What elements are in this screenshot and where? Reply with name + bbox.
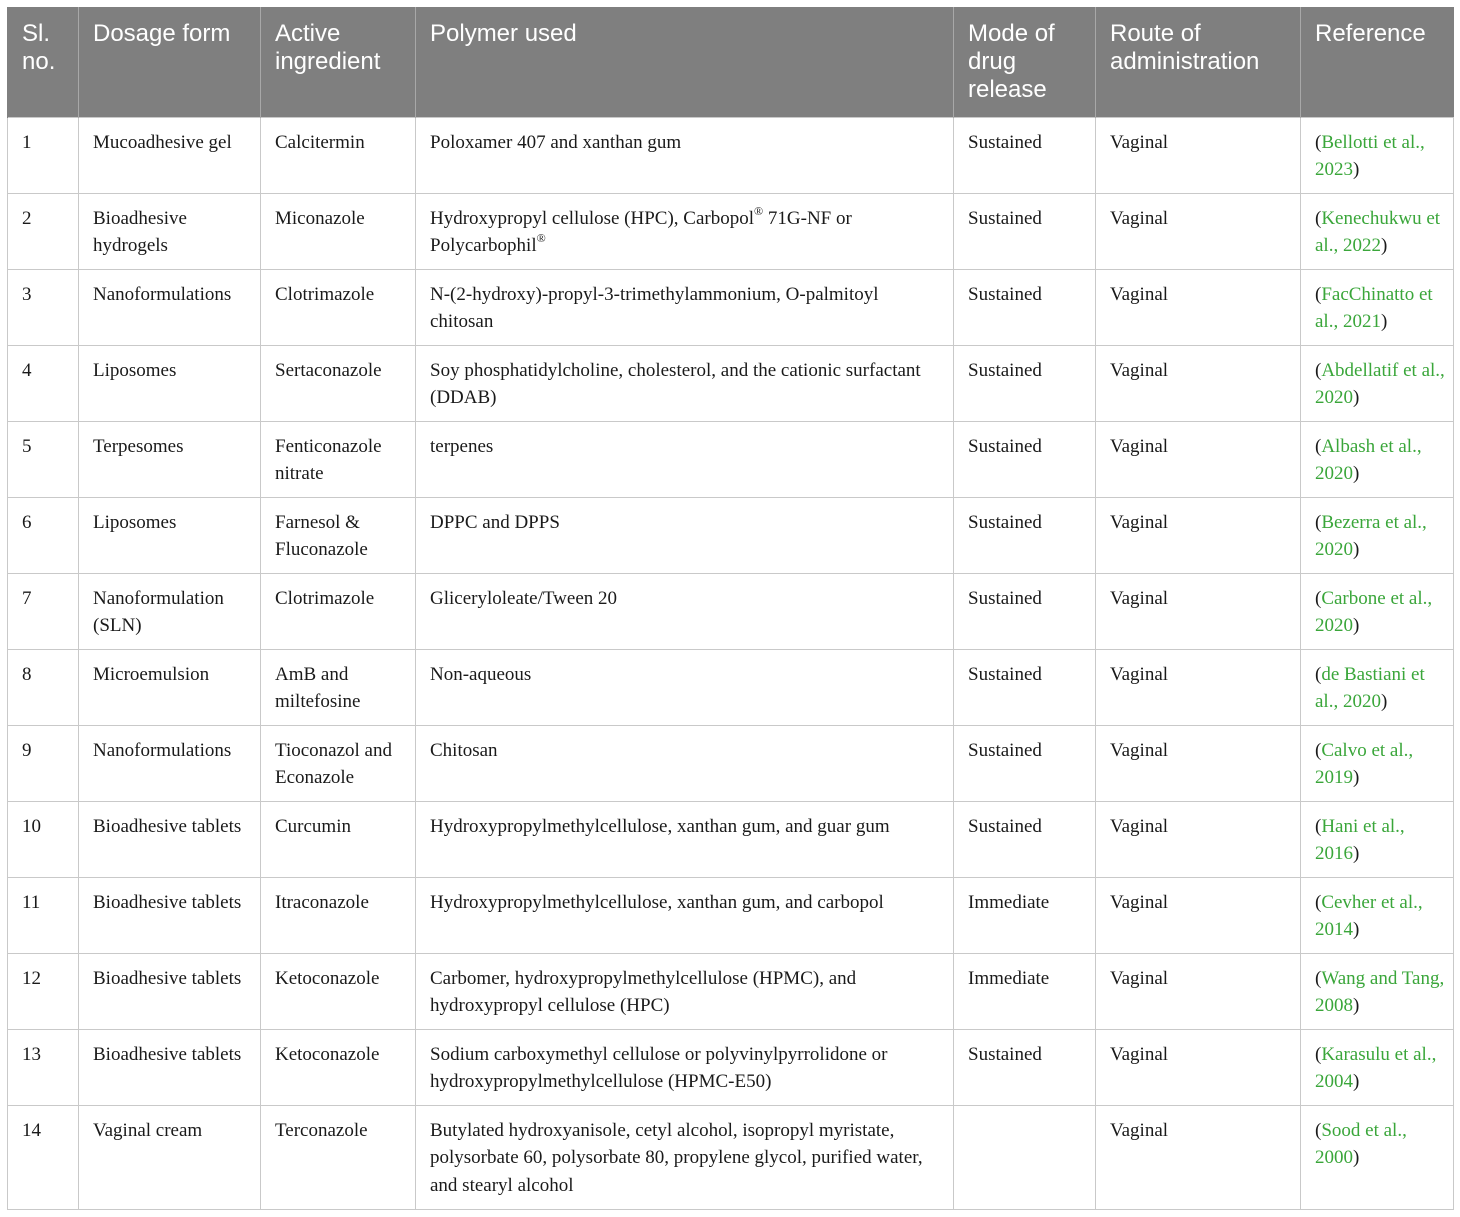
cell-active-ingredient: Terconazole bbox=[261, 1105, 416, 1209]
cell-mode: Sustained bbox=[954, 725, 1096, 801]
cell-mode: Immediate bbox=[954, 953, 1096, 1029]
cell-route: Vaginal bbox=[1096, 193, 1301, 269]
header-dosage-form: Dosage form bbox=[79, 7, 261, 117]
registered-mark: ® bbox=[536, 231, 546, 245]
cell-polymer: Sodium carboxymethyl cellulose or polyvinylpyrrolidone or hydroxypropylmethylcellulose (HPMC-E50) bbox=[416, 1029, 954, 1105]
cell-mode: Sustained bbox=[954, 649, 1096, 725]
cell-sl-no: 7 bbox=[8, 573, 79, 649]
cell-polymer: Gliceryloleate/Tween 20 bbox=[416, 573, 954, 649]
cell-dosage-form: Bioadhesive tablets bbox=[79, 1029, 261, 1105]
cell-mode: Immediate bbox=[954, 877, 1096, 953]
reference-link[interactable]: Hani et al., 2016 bbox=[1315, 815, 1405, 864]
table-row bbox=[8, 725, 1454, 801]
table-row bbox=[8, 801, 1454, 877]
cell-dosage-form: Liposomes bbox=[79, 497, 261, 573]
cell-polymer: Non-aqueous bbox=[416, 649, 954, 725]
cell-sl-no: 4 bbox=[8, 345, 79, 421]
reference-link[interactable]: Cevher et al., 2014 bbox=[1315, 891, 1423, 940]
header-reference: Reference bbox=[1301, 7, 1454, 117]
cell-sl-no: 2 bbox=[8, 193, 79, 269]
cell-dosage-form: Mucoadhesive gel bbox=[79, 117, 261, 193]
cell-active-ingredient: Ketoconazole bbox=[261, 1029, 416, 1105]
reference-link[interactable]: de Bastiani et al., 2020 bbox=[1315, 663, 1425, 712]
cell-sl-no: 3 bbox=[8, 269, 79, 345]
cell-polymer: Carbomer, hydroxypropylmethylcellulose (HPMC), and hydroxypropyl cellulose (HPC) bbox=[416, 953, 954, 1029]
cell-reference: (FacChinatto et al., 2021) bbox=[1301, 269, 1454, 345]
table-header bbox=[8, 7, 1454, 117]
drug-formulation-table bbox=[7, 7, 1454, 1210]
cell-route: Vaginal bbox=[1096, 345, 1301, 421]
header-mode-of-release: Mode of drug release bbox=[954, 7, 1096, 117]
cell-mode: Sustained bbox=[954, 573, 1096, 649]
cell-polymer: Soy phosphatidylcholine, cholesterol, and the cationic surfactant (DDAB) bbox=[416, 345, 954, 421]
cell-sl-no: 11 bbox=[8, 877, 79, 953]
cell-active-ingredient: Clotrimazole bbox=[261, 269, 416, 345]
cell-reference: (Abdellatif et al., 2020) bbox=[1301, 345, 1454, 421]
cell-route: Vaginal bbox=[1096, 421, 1301, 497]
cell-active-ingredient: Clotrimazole bbox=[261, 573, 416, 649]
cell-dosage-form: Microemulsion bbox=[79, 649, 261, 725]
cell-dosage-form: Bioadhesive tablets bbox=[79, 801, 261, 877]
cell-dosage-form: Nanoformulation (SLN) bbox=[79, 573, 261, 649]
cell-polymer: Chitosan bbox=[416, 725, 954, 801]
cell-sl-no: 12 bbox=[8, 953, 79, 1029]
reference-link[interactable]: Karasulu et al., 2004 bbox=[1315, 1043, 1437, 1092]
cell-route: Vaginal bbox=[1096, 1029, 1301, 1105]
cell-sl-no: 14 bbox=[8, 1105, 79, 1209]
reference-link[interactable]: Abdellatif et al., 2020 bbox=[1315, 359, 1445, 408]
cell-reference: (Karasulu et al., 2004) bbox=[1301, 1029, 1454, 1105]
cell-sl-no: 10 bbox=[8, 801, 79, 877]
header-polymer-used: Polymer used bbox=[416, 7, 954, 117]
cell-route: Vaginal bbox=[1096, 269, 1301, 345]
cell-dosage-form: Bioadhesive tablets bbox=[79, 953, 261, 1029]
cell-polymer: Hydroxypropylmethylcellulose, xanthan gum, and guar gum bbox=[416, 801, 954, 877]
cell-reference: (Bellotti et al., 2023) bbox=[1301, 117, 1454, 193]
cell-dosage-form: Bioadhesive hydrogels bbox=[79, 193, 261, 269]
cell-sl-no: 5 bbox=[8, 421, 79, 497]
cell-reference: (de Bastiani et al., 2020) bbox=[1301, 649, 1454, 725]
cell-polymer: Butylated hydroxyanisole, cetyl alcohol, isopropyl myristate, polysorbate 60, polysorbate 80, propylene glycol, purified water, and stearyl alcohol bbox=[416, 1105, 954, 1209]
table-body bbox=[8, 117, 1454, 1209]
cell-mode: Sustained bbox=[954, 1029, 1096, 1105]
header-route: Route of administration bbox=[1096, 7, 1301, 117]
polymer-text: 71G-NF or Polycarbophil bbox=[430, 207, 852, 256]
cell-mode: Sustained bbox=[954, 117, 1096, 193]
cell-reference: (Cevher et al., 2014) bbox=[1301, 877, 1454, 953]
table-row bbox=[8, 1105, 1454, 1209]
cell-polymer: terpenes bbox=[416, 421, 954, 497]
reference-link[interactable]: FacChinatto et al., 2021 bbox=[1315, 283, 1433, 332]
reference-link[interactable]: Carbone et al., 2020 bbox=[1315, 587, 1433, 636]
cell-active-ingredient: Ketoconazole bbox=[261, 953, 416, 1029]
cell-route: Vaginal bbox=[1096, 1105, 1301, 1209]
cell-reference: (Wang and Tang, 2008) bbox=[1301, 953, 1454, 1029]
cell-mode: Sustained bbox=[954, 269, 1096, 345]
cell-active-ingredient: Miconazole bbox=[261, 193, 416, 269]
cell-active-ingredient: Curcumin bbox=[261, 801, 416, 877]
cell-dosage-form: Vaginal cream bbox=[79, 1105, 261, 1209]
cell-mode: Sustained bbox=[954, 193, 1096, 269]
reference-link[interactable]: Sood et al., 2000 bbox=[1315, 1119, 1407, 1168]
cell-active-ingredient: Farnesol & Fluconazole bbox=[261, 497, 416, 573]
cell-mode: Sustained bbox=[954, 801, 1096, 877]
cell-active-ingredient: Calcitermin bbox=[261, 117, 416, 193]
reference-link[interactable]: Bezerra et al., 2020 bbox=[1315, 511, 1427, 560]
cell-route: Vaginal bbox=[1096, 877, 1301, 953]
cell-route: Vaginal bbox=[1096, 725, 1301, 801]
cell-route: Vaginal bbox=[1096, 497, 1301, 573]
table-row bbox=[8, 573, 1454, 649]
cell-sl-no: 8 bbox=[8, 649, 79, 725]
cell-active-ingredient: Sertaconazole bbox=[261, 345, 416, 421]
table-row bbox=[8, 345, 1454, 421]
cell-polymer: Hydroxypropylmethylcellulose, xanthan gum, and carbopol bbox=[416, 877, 954, 953]
reference-link[interactable]: Albash et al., 2020 bbox=[1315, 435, 1422, 484]
cell-polymer: DPPC and DPPS bbox=[416, 497, 954, 573]
table-row bbox=[8, 421, 1454, 497]
cell-reference: (Calvo et al., 2019) bbox=[1301, 725, 1454, 801]
cell-reference: (Hani et al., 2016) bbox=[1301, 801, 1454, 877]
header-active-ingredient: Active ingredient bbox=[261, 7, 416, 117]
header-row bbox=[8, 7, 1454, 117]
cell-dosage-form: Liposomes bbox=[79, 345, 261, 421]
registered-mark: ® bbox=[754, 203, 764, 218]
table-row bbox=[8, 953, 1454, 1029]
table-row bbox=[8, 1029, 1454, 1105]
reference-link[interactable]: Calvo et al., 2019 bbox=[1315, 739, 1414, 788]
table-row bbox=[8, 117, 1454, 193]
table-row bbox=[8, 269, 1454, 345]
cell-route: Vaginal bbox=[1096, 117, 1301, 193]
cell-active-ingredient: AmB and miltefosine bbox=[261, 649, 416, 725]
table-row bbox=[8, 877, 1454, 953]
table-row bbox=[8, 649, 1454, 725]
cell-active-ingredient: Fenticonazole nitrate bbox=[261, 421, 416, 497]
cell-polymer: N-(2-hydroxy)-propyl-3-trimethylammonium, O-palmitoyl chitosan bbox=[416, 269, 954, 345]
cell-sl-no: 6 bbox=[8, 497, 79, 573]
table-row bbox=[8, 193, 1454, 269]
cell-mode: Sustained bbox=[954, 421, 1096, 497]
cell-dosage-form: Nanoformulations bbox=[79, 725, 261, 801]
cell-route: Vaginal bbox=[1096, 573, 1301, 649]
cell-reference: (Kenechukwu et al., 2022) bbox=[1301, 193, 1454, 269]
cell-dosage-form: Bioadhesive tablets bbox=[79, 877, 261, 953]
cell-mode: Sustained bbox=[954, 345, 1096, 421]
cell-mode: Sustained bbox=[954, 497, 1096, 573]
cell-sl-no: 9 bbox=[8, 725, 79, 801]
cell-reference: (Carbone et al., 2020) bbox=[1301, 573, 1454, 649]
reference-link[interactable]: Bellotti et al., 2023 bbox=[1315, 131, 1425, 180]
cell-dosage-form: Nanoformulations bbox=[79, 269, 261, 345]
cell-route: Vaginal bbox=[1096, 649, 1301, 725]
cell-mode bbox=[954, 1105, 1096, 1209]
cell-sl-no: 1 bbox=[8, 117, 79, 193]
cell-dosage-form: Terpesomes bbox=[79, 421, 261, 497]
table-row bbox=[8, 497, 1454, 573]
cell-polymer: Poloxamer 407 and xanthan gum bbox=[416, 117, 954, 193]
cell-reference: (Sood et al., 2000) bbox=[1301, 1105, 1454, 1209]
cell-route: Vaginal bbox=[1096, 953, 1301, 1029]
cell-reference: (Bezerra et al., 2020) bbox=[1301, 497, 1454, 573]
cell-sl-no: 13 bbox=[8, 1029, 79, 1105]
header-sl-no: Sl. no. bbox=[8, 7, 79, 117]
reference-link[interactable]: Wang and Tang, 2008 bbox=[1315, 967, 1445, 1016]
cell-active-ingredient: Itraconazole bbox=[261, 877, 416, 953]
cell-route: Vaginal bbox=[1096, 801, 1301, 877]
reference-link[interactable]: Kenechukwu et al., 2022 bbox=[1315, 207, 1441, 256]
cell-active-ingredient: Tioconazol and Econazole bbox=[261, 725, 416, 801]
cell-polymer bbox=[416, 193, 954, 269]
polymer-text: Hydroxypropyl cellulose (HPC), Carbopol bbox=[430, 207, 755, 229]
cell-reference: (Albash et al., 2020) bbox=[1301, 421, 1454, 497]
